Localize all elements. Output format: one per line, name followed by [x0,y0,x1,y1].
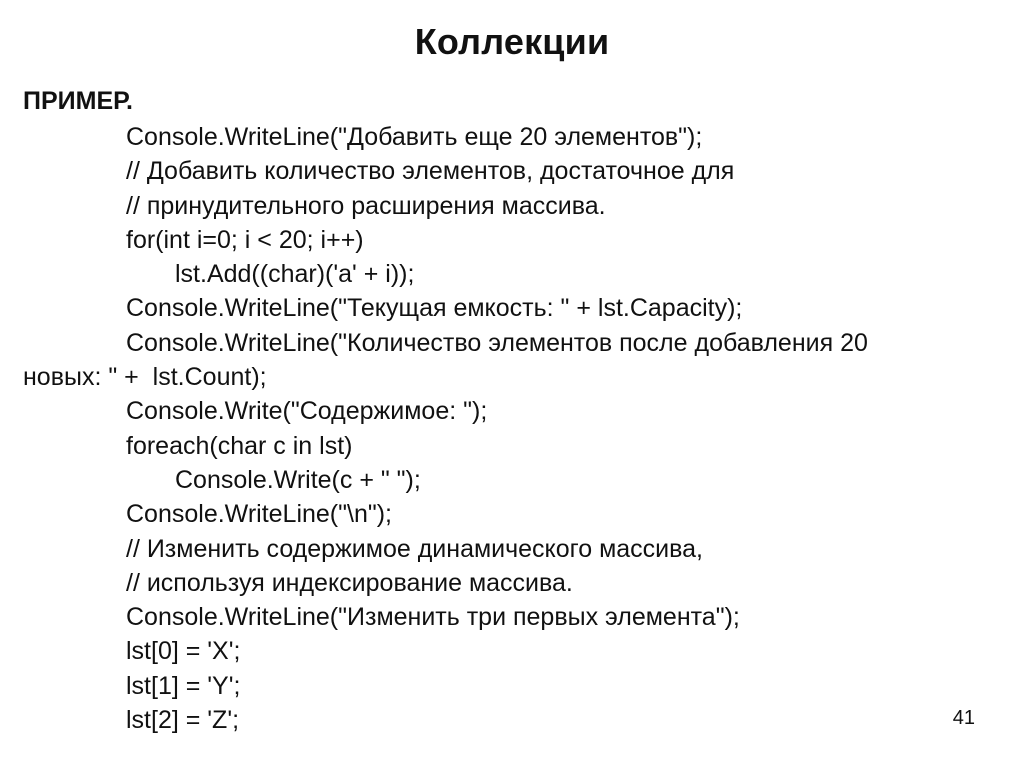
page-number: 41 [952,707,975,729]
code-line: Console.Write("Содержимое: "); [126,397,488,426]
slide-title: Коллекции [414,21,610,62]
code-line: foreach(char c in lst) [126,431,353,460]
code-line: lst[0] = 'X'; [126,637,241,666]
code-line: // Изменить содержимое динамического массива, [126,534,704,563]
code-line: lst[2] = 'Z'; [126,706,240,735]
code-line: for(int i=0; i < 20; i++) [126,225,364,254]
example-label: ПРИМЕР. [23,87,133,115]
code-line: Console.WriteLine("Количество элементов после добавления 20 [126,328,868,357]
code-line: Console.WriteLine("\n"); [126,500,393,529]
code-line: новых: " + lst.Count); [23,363,267,392]
code-line: Console.WriteLine("Изменить три первых элемента"); [126,603,740,632]
code-line: Console.Write(c + " "); [175,465,421,494]
code-line: lst.Add((char)('a' + i)); [175,260,415,289]
code-line: Console.WriteLine("Добавить еще 20 элементов"); [126,123,703,151]
code-line: // принудительного расширения массива. [126,191,606,220]
code-line: // Добавить количество элементов, достаточное для [126,157,735,186]
code-block [23,120,1003,737]
code-line: // используя индексирование массива. [126,568,573,597]
code-line: lst[1] = 'Y'; [126,671,241,700]
code-line: Console.WriteLine("Текущая емкость: " + lst.Capacity); [126,294,743,323]
